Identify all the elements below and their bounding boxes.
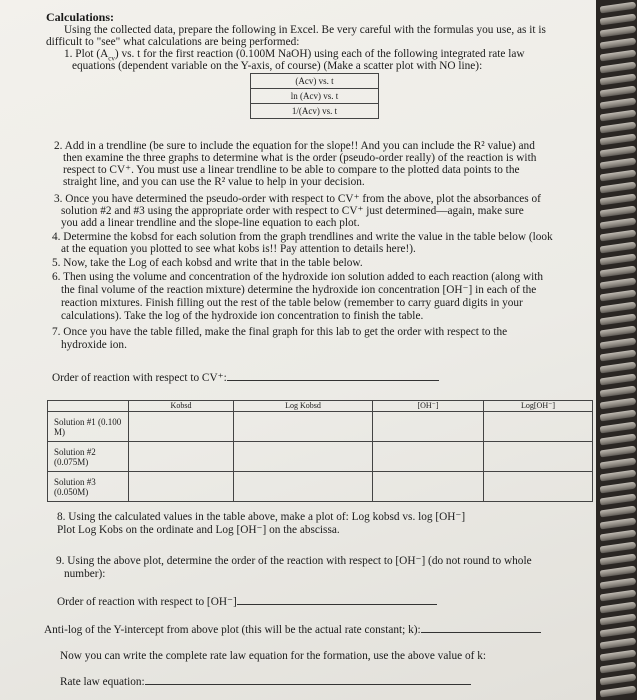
binding-coil [600,626,637,638]
rate-law-intro: Now you can write the complete rate law equation for the formation, use the above value of k: [60,650,486,662]
binding-coil [600,206,637,218]
step9-line-1: 9. Using the above plot, determine the order of the reaction with respect to [OH⁻] (do not round to whole [56,555,532,567]
cell-log-kobsd-1[interactable] [234,412,373,442]
binding-coil [600,218,637,230]
binding-coil [600,578,637,590]
binding-coil [600,170,637,182]
row-label-solution-1: Solution #1 (0.100 M) [48,412,129,442]
binding-coil [600,134,637,146]
table-header-log-oh: Log[OH⁻] [484,401,593,412]
binding-coil [600,362,637,374]
binding-coil [600,554,637,566]
step8-line-1: 8. Using the calculated values in the table above, make a plot of: Log kobsd vs. log [OH⁻] [57,511,466,523]
binding-coil [600,254,637,266]
kobsd-table [47,400,593,502]
step8-line-2: Plot Log Kobs on the ordinate and Log [OH⁻] on the abscissa. [57,524,340,536]
cell-log-kobsd-2[interactable] [234,442,373,472]
binding-coil [600,302,637,314]
binding-coil [600,26,637,38]
binding-coil [600,14,637,26]
row-label-solution-2: Solution #2 (0.075M) [48,442,129,472]
table-row [48,472,593,502]
rate-law-blank[interactable] [145,674,471,685]
cell-kobsd-3[interactable] [129,472,234,502]
step3-line-1: 3. Once you have determined the pseudo-order with respect to CV⁺ from the above, plot the absorbances of [54,193,541,205]
plot-type-ln: ln (Acv) vs. t [251,89,379,104]
step3-line-2: solution #2 and #3 using the appropriate order with respect to CV⁺ just determined—again, make sure [61,205,524,217]
binding-coil [600,242,637,254]
step2-line-4: straight line, and you can use the R² value to help in your decision. [63,176,365,188]
plot-types-table [250,73,379,119]
plot-type-inverse: 1/(Acv) vs. t [251,104,379,119]
rate-law-label: Rate law equation: [60,674,471,689]
binding-coil [600,182,637,194]
binding-coil [600,314,637,326]
binding-coil [600,590,637,602]
cell-log-kobsd-3[interactable] [234,472,373,502]
step4-line-2: at the equation you plotted to see what kobs is!! Pay attention to details here!). [61,243,416,255]
table-header-log-kobsd: Log Kobsd [234,401,373,412]
plot-type-linear: (Acv) vs. t [251,74,379,89]
binding-coil [600,266,637,278]
binding-coil [600,38,637,50]
binding-coil [600,530,637,542]
binding-coil [600,74,637,86]
binding-coil [600,194,637,206]
step2-line-1: 2. Add in a trendline (be sure to include the equation for the slope!! And you can include the R² value) and [54,140,535,152]
binding-coil [600,2,637,14]
order-oh-blank[interactable] [237,594,437,605]
binding-coil [600,62,637,74]
binding-coil [600,350,637,362]
cell-oh-2[interactable] [373,442,484,472]
binding-coil [600,398,637,410]
step6-line-3: reaction mixtures. Finish filling out the rest of the table below (remember to carry guard digits in your [61,297,523,309]
step4-line-1: 4. Determine the kobsd for each solution from the graph trendlines and write the value in the table below (look [52,231,553,243]
cell-kobsd-1[interactable] [129,412,234,442]
binding-coil [600,434,637,446]
step6-line-1: 6. Then using the volume and concentration of the hydroxide ion solution added to each reaction (along with [52,271,544,283]
binding-coil [600,470,637,482]
step5-line: 5. Now, take the Log of each kobsd and write that in the table below. [52,257,363,269]
binding-coil [600,482,637,494]
binding-coil [600,110,637,122]
binding-coil [600,542,637,554]
cell-oh-3[interactable] [373,472,484,502]
cell-log-oh-2[interactable] [484,442,593,472]
binding-coil [600,290,637,302]
calculations-heading: Calculations: [46,10,115,24]
binding-coil [600,518,637,530]
binding-coil [600,650,637,662]
binding-coil [600,566,637,578]
step1-line-2: equations (dependent variable on the Y-axis, of course) (Make a scatter plot with NO line): [72,60,483,72]
step2-line-2: then examine the three graphs to determine what is the order (pseudo-order really) of the reaction is with [63,152,537,164]
table-row [48,442,593,472]
order-cv-blank[interactable] [227,370,439,381]
cell-log-oh-3[interactable] [484,472,593,502]
step3-line-3: you add a linear trendline and the slope-line equation to each plot. [61,217,360,229]
step6-line-2: the final volume of the reaction mixture) determine the hydroxide ion concentration [OH⁻] in each of the [61,284,537,296]
binding-coil [600,674,637,686]
row-label-solution-3: Solution #3 (0.050M) [48,472,129,502]
binding-coil [600,686,637,698]
cell-oh-1[interactable] [373,412,484,442]
binding-coil [600,410,637,422]
binding-coil [600,146,637,158]
binding-coil [600,158,637,170]
step7-line-2: hydroxide ion. [61,339,127,351]
cell-kobsd-2[interactable] [129,442,234,472]
order-cv-label: Order of reaction with respect to CV⁺: [52,370,439,385]
binding-coil [600,98,637,110]
binding-coil [600,338,637,350]
binding-coil [600,86,637,98]
step6-line-4: calculations). Take the log of the hydroxide ion concentration to finish the table. [61,310,424,322]
step7-line-1: 7. Once you have the table filled, make the final graph for this lab to get the order with respect to the [52,326,508,338]
binding-coil [600,458,637,470]
antilog-blank[interactable] [421,622,541,633]
antilog-label: Anti-log of the Y-intercept from above plot (this will be the actual rate constant; k): [44,622,541,637]
binding-coil [600,662,637,674]
binding-coil [600,422,637,434]
binding-coil [600,614,637,626]
binding-coil [600,602,637,614]
binding-coil [600,446,637,458]
binding-coil [600,50,637,62]
cell-log-oh-1[interactable] [484,412,593,442]
table-row [48,412,593,442]
binding-coil [600,386,637,398]
intro-line-1: Using the collected data, prepare the following in Excel. Be very careful with the formulas you use, as it is [64,24,546,36]
intro-line-2: difficult to "see" what calculations are being performed: [46,36,300,48]
step1-line-1: 1. Plot $(A_{cv})$ vs. t for the first reaction (0.100M NaOH) using each of the following integrated rate law [64,48,525,63]
binding-coil [600,494,637,506]
binding-coil [600,638,637,650]
spiral-binding [596,0,637,700]
order-oh-label: Order of reaction with respect to [OH⁻] [57,594,437,609]
step9-line-2: number): [64,568,106,580]
table-header-kobsd: Kobsd [129,401,234,412]
binding-coil [600,278,637,290]
binding-coil [600,326,637,338]
binding-coil [600,122,637,134]
binding-coil [600,230,637,242]
table-header-oh: [OH⁻] [373,401,484,412]
table-header-blank [48,401,129,412]
step2-line-3: respect to CV⁺. You must use a linear trendline to be able to compare to the plotted data points to the [63,164,520,176]
binding-coil [600,506,637,518]
binding-coil [600,374,637,386]
